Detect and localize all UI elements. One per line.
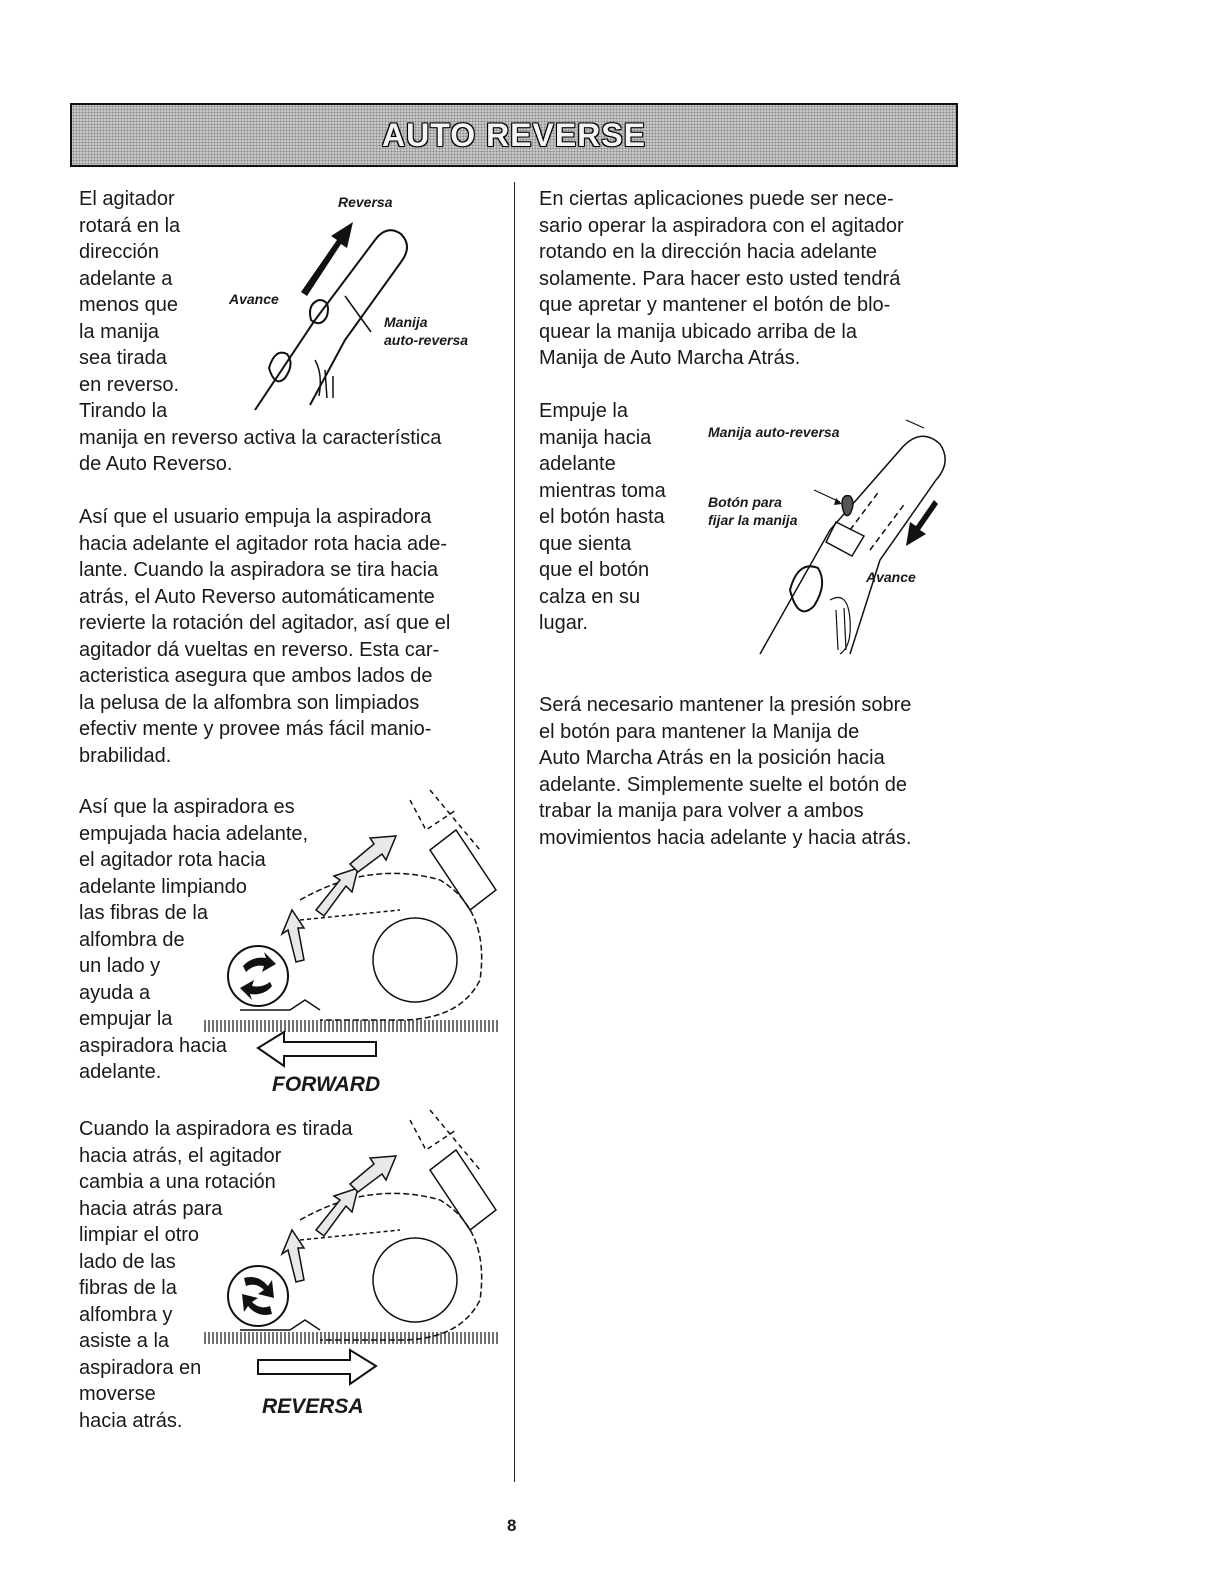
text-line: Manija de Auto Marcha Atrás. bbox=[539, 347, 801, 369]
text-line: moverse bbox=[79, 1383, 156, 1405]
text-line: trabar la manija para volver a ambos bbox=[539, 800, 864, 822]
text-line: movimientos hacia adelante y hacia atrás. bbox=[539, 826, 912, 849]
text-line: limpiar el otro bbox=[79, 1224, 200, 1246]
figure-label-button: Botón para bbox=[708, 494, 782, 510]
text-line: calza en su bbox=[539, 585, 641, 608]
text-line: adelante. Simplemente suelte el botón de bbox=[539, 773, 908, 796]
text-line: el agitador rota hacia bbox=[79, 849, 266, 871]
figure-label-handle-2: auto-reversa bbox=[384, 332, 469, 348]
text-line: adelante limpiando bbox=[79, 875, 247, 898]
figure-label-handle: Manija bbox=[384, 314, 428, 330]
push-handle-paragraph bbox=[539, 398, 666, 637]
text-line: alfombra y bbox=[79, 1303, 173, 1326]
text-line: fibras de la bbox=[79, 1277, 177, 1299]
text-line: rotará en la bbox=[79, 214, 181, 237]
figure-label-handle: Manija auto-reversa bbox=[708, 424, 840, 440]
handle-button bbox=[310, 300, 328, 323]
text-line: adelante. bbox=[79, 1061, 162, 1083]
title-banner bbox=[70, 103, 958, 167]
carpet-fibers bbox=[205, 1020, 497, 1032]
figure-label-forward: Avance bbox=[866, 569, 916, 585]
text-line: el botón para mantener la Manija de bbox=[539, 720, 860, 743]
text-line: Empuje la bbox=[539, 400, 628, 422]
page-number: 8 bbox=[507, 1516, 517, 1535]
text-line: solamente. Para hacer esto usted tendrá bbox=[539, 267, 901, 290]
text-line: Así que el usuario empuja la aspiradora bbox=[79, 506, 432, 528]
text-line: en reverso. bbox=[79, 373, 180, 396]
text-line: hacia atrás. bbox=[79, 1409, 183, 1432]
column-divider bbox=[514, 182, 515, 1482]
text-line: que el botón bbox=[539, 559, 650, 581]
lock-button-icon bbox=[842, 496, 853, 516]
text-line: lugar. bbox=[539, 612, 588, 634]
text-line: que apretar y mantener el botón de blo- bbox=[539, 294, 891, 316]
text-line: agitador dá vueltas en reverso. Esta car- bbox=[79, 638, 440, 661]
forward-label: FORWARD bbox=[272, 1073, 381, 1096]
forward-arrow-icon bbox=[258, 1032, 376, 1066]
right-intro-paragraph bbox=[539, 186, 904, 372]
text-line: Será necesario mantener la presión sobre bbox=[539, 694, 912, 716]
figure-label-reverse: Reversa bbox=[338, 194, 393, 210]
curved-arrow-icon bbox=[282, 1230, 304, 1282]
text-line: manija en reverso activa la característica bbox=[79, 426, 442, 449]
behavior-paragraph bbox=[79, 504, 450, 769]
text-line: alfombra de bbox=[79, 928, 185, 951]
text-line: lado de las bbox=[79, 1250, 176, 1273]
figure-label-forward: Avance bbox=[229, 291, 279, 307]
text-line: aspiradora hacia bbox=[79, 1034, 227, 1057]
reverse-label: REVERSA bbox=[262, 1395, 364, 1418]
text-line: hacia atrás, el agitador bbox=[79, 1144, 282, 1167]
page-title: AUTO REVERSE bbox=[382, 117, 646, 153]
forward-arrow-icon bbox=[906, 500, 938, 546]
text-line: lante. Cuando la aspiradora se tira hacia bbox=[79, 559, 439, 581]
text-line: empujada hacia adelante, bbox=[79, 822, 309, 845]
text-line: acteristica asegura que ambos lados de bbox=[79, 665, 433, 687]
text-line: Cuando la aspiradora es tirada bbox=[79, 1118, 353, 1140]
text-line: el botón hasta bbox=[539, 506, 665, 528]
text-line: brabilidad. bbox=[79, 744, 172, 767]
text-line: manija hacia bbox=[539, 426, 652, 449]
reverse-arrow-icon bbox=[258, 1350, 376, 1384]
text-line: aspiradora en bbox=[79, 1356, 202, 1379]
text-line: empujar la bbox=[79, 1008, 173, 1030]
text-line: de Auto Reverso. bbox=[79, 453, 233, 475]
text-line: mientras toma bbox=[539, 479, 666, 502]
text-line: El agitador bbox=[79, 188, 175, 210]
rotation-arrow-icon bbox=[244, 1277, 274, 1298]
vacuum-reverse-figure bbox=[200, 1100, 510, 1390]
text-line: sario operar la aspiradora con el agitador bbox=[539, 214, 904, 237]
text-line: asiste a la bbox=[79, 1330, 170, 1352]
text-line: adelante a bbox=[79, 267, 173, 290]
carpet-fibers bbox=[205, 1332, 497, 1344]
text-line: quear la manija ubicado arriba de la bbox=[539, 320, 857, 343]
text-line: hacia atrás para bbox=[79, 1197, 223, 1220]
figure-label-button-2: fijar la manija bbox=[708, 512, 798, 528]
text-line: hacia adelante el agitador rota hacia ade- bbox=[79, 532, 448, 555]
text-line: las fibras de la bbox=[79, 902, 208, 924]
text-line: En ciertas aplicaciones puede ser nece- bbox=[539, 188, 894, 210]
text-line: adelante bbox=[539, 453, 616, 475]
text-line: ayuda a bbox=[79, 981, 151, 1004]
release-paragraph bbox=[539, 692, 911, 851]
text-line: atrás, el Auto Reverso automáticamente bbox=[79, 585, 435, 608]
handle-direction-figure bbox=[215, 200, 495, 420]
text-line: que sienta bbox=[539, 532, 632, 555]
text-line: la manija bbox=[79, 320, 160, 343]
reverse-arrow-icon bbox=[301, 222, 353, 296]
text-line: la pelusa de la alfombra son limpiados bbox=[79, 691, 420, 714]
rotation-arrow-icon bbox=[243, 952, 276, 972]
text-line: Tirando la bbox=[79, 400, 168, 422]
text-line: dirección bbox=[79, 241, 160, 263]
text-line: rotando en la dirección hacia adelante bbox=[539, 241, 878, 263]
text-line: Auto Marcha Atrás en la posición hacia bbox=[539, 747, 885, 769]
handle-lock-figure bbox=[740, 410, 970, 660]
text-line: cambia a una rotación bbox=[79, 1171, 276, 1193]
text-line: sea tirada bbox=[79, 347, 167, 369]
text-line: revierte la rotación del agitador, así que el bbox=[79, 612, 451, 634]
text-line: un lado y bbox=[79, 955, 161, 977]
text-line: Así que la aspiradora es bbox=[79, 796, 295, 818]
curved-arrow-icon bbox=[282, 910, 304, 962]
text-line: efectiv mente y provee más fácil manio- bbox=[79, 718, 432, 740]
text-line: menos que bbox=[79, 294, 178, 316]
vacuum-forward-figure bbox=[200, 780, 510, 1070]
